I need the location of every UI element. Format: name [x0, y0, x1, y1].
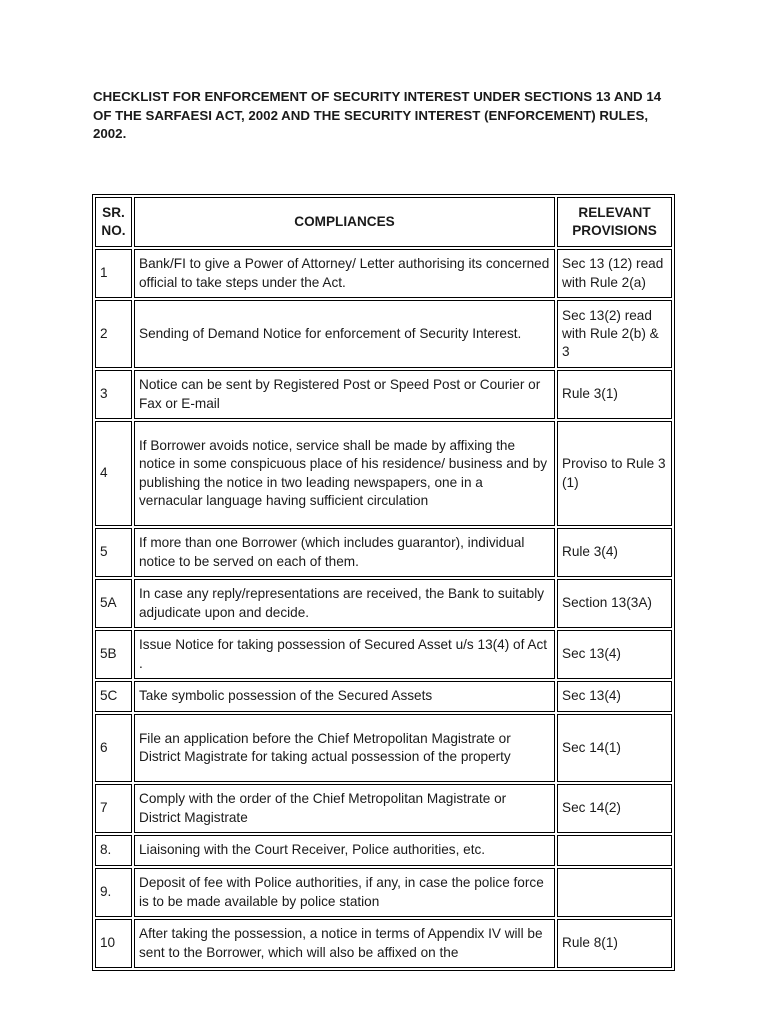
table-row [95, 835, 672, 866]
cell-compliance: File an application before the Chief Metropolitan Magistrate or District Magistrate for taking actual possession of the property [134, 714, 555, 782]
cell-sr-no: 6 [95, 714, 132, 782]
table-row [95, 630, 672, 679]
checklist-table [92, 194, 675, 971]
document-title: CHECKLIST FOR ENFORCEMENT OF SECURITY INTEREST UNDER SECTIONS 13 AND 14 OF THE SARFAESI ACT, 2002 AND THE SECURITY INTEREST (ENFORCEMENT) RULES, 2002. [93, 89, 662, 141]
cell-sr-no: 2 [95, 300, 132, 368]
cell-compliance: Issue Notice for taking possession of Secured Asset u/s 13(4) of Act . [134, 630, 555, 679]
table-row [95, 370, 672, 419]
table-row [95, 784, 672, 833]
cell-compliance: If more than one Borrower (which includes guarantor), individual notice to be served on each of them. [134, 528, 555, 577]
cell-sr-no: 9. [95, 868, 132, 917]
cell-provision: Proviso to Rule 3 (1) [557, 421, 672, 526]
cell-compliance: Notice can be sent by Registered Post or Speed Post or Courier or Fax or E-mail [134, 370, 555, 419]
table-row [95, 579, 672, 628]
cell-provision: Sec 13(2) read with Rule 2(b) & 3 [557, 300, 672, 368]
cell-compliance: Comply with the order of the Chief Metropolitan Magistrate or District Magistrate [134, 784, 555, 833]
header-relevant-provisions: RELEVANT PROVISIONS [557, 197, 672, 247]
cell-provision: Rule 8(1) [557, 919, 672, 968]
cell-sr-no: 5C [95, 681, 132, 712]
table-row [95, 868, 672, 917]
header-compliances: COMPLIANCES [134, 197, 555, 247]
cell-sr-no: 7 [95, 784, 132, 833]
cell-compliance: If Borrower avoids notice, service shall be made by affixing the notice in some conspicuous place of his residence/ business and by publishing the notice in two leading newspapers, one in a vernacular language having sufficient circulation [134, 421, 555, 526]
cell-compliance: In case any reply/representations are received, the Bank to suitably adjudicate upon and decide. [134, 579, 555, 628]
cell-provision: Sec 14(1) [557, 714, 672, 782]
cell-provision: Sec 14(2) [557, 784, 672, 833]
cell-sr-no: 8. [95, 835, 132, 866]
cell-compliance: Liaisoning with the Court Receiver, Police authorities, etc. [134, 835, 555, 866]
table-row [95, 919, 672, 968]
table-header-row [95, 197, 672, 247]
cell-compliance: Take symbolic possession of the Secured Assets [134, 681, 555, 712]
table-row [95, 681, 672, 712]
cell-provision [557, 835, 672, 866]
cell-sr-no: 5B [95, 630, 132, 679]
cell-sr-no: 1 [95, 249, 132, 298]
cell-provision: Rule 3(4) [557, 528, 672, 577]
cell-sr-no: 10 [95, 919, 132, 968]
cell-compliance: Deposit of fee with Police authorities, if any, in case the police force is to be made available by police station [134, 868, 555, 917]
cell-sr-no: 4 [95, 421, 132, 526]
cell-provision: Rule 3(1) [557, 370, 672, 419]
cell-compliance: Sending of Demand Notice for enforcement of Security Interest. [134, 300, 555, 368]
table-row [95, 300, 672, 368]
cell-sr-no: 3 [95, 370, 132, 419]
cell-provision: Section 13(3A) [557, 579, 672, 628]
cell-provision: Sec 13 (12) read with Rule 2(a) [557, 249, 672, 298]
cell-compliance: Bank/FI to give a Power of Attorney/ Letter authorising its concerned official to take steps under the Act. [134, 249, 555, 298]
cell-sr-no: 5 [95, 528, 132, 577]
cell-compliance: After taking the possession, a notice in terms of Appendix IV will be sent to the Borrower, which will also be affixed on the [134, 919, 555, 968]
cell-provision [557, 868, 672, 917]
header-sr-no: SR. NO. [95, 197, 132, 247]
table-row [95, 528, 672, 577]
cell-provision: Sec 13(4) [557, 681, 672, 712]
table-row [95, 421, 672, 526]
table-row [95, 714, 672, 782]
cell-provision: Sec 13(4) [557, 630, 672, 679]
table-row [95, 249, 672, 298]
cell-sr-no: 5A [95, 579, 132, 628]
